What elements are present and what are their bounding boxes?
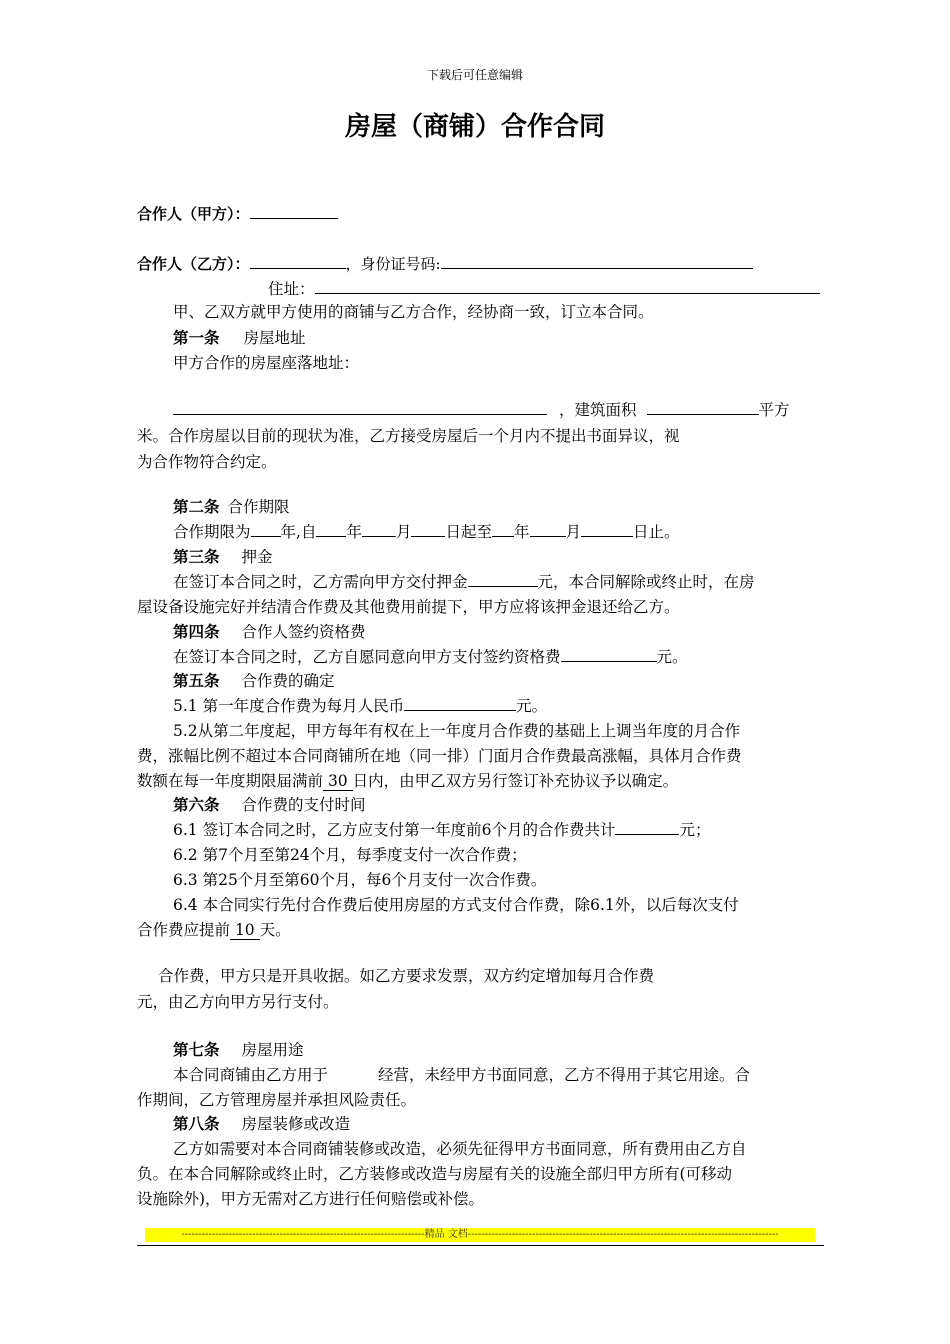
article-5-p3: 费，涨幅比例不超过本合同商铺所在地（同一排）门面月合作费最高涨幅，具体月合作费: [137, 747, 742, 765]
term-text-2: 年,自: [280, 523, 317, 541]
article-5-p4: [137, 769, 678, 791]
payment-text-1: 6.1 签订本合同之时，乙方应支付第一年度前6个月的合作费共计: [173, 821, 616, 839]
end-day-blank[interactable]: [581, 520, 633, 537]
party-b-id-label: ，身份证号码:: [345, 255, 441, 273]
renewal-text-1: 数额在每一年度期限届满前: [137, 772, 324, 790]
article-4-heading: [173, 620, 366, 642]
article-6-p2: 6.2 第7个月至第24个月，每季度支付一次合作费；: [173, 846, 527, 864]
party-b-address-line: [268, 277, 820, 299]
article-1-p1: 甲方合作的房屋座落地址：: [173, 354, 360, 372]
article-1-p3: 为合作物符合约定。: [137, 453, 277, 471]
article-6-heading: [173, 793, 366, 815]
article-7-p2: 作期间，乙方管理房屋并承担风险责任。: [137, 1091, 417, 1109]
article-4-p1: [173, 645, 688, 667]
article-3-p2: 屋设备设施完好并结清合作费及其他费用前提下，甲方应将该押金退还给乙方。: [137, 598, 680, 616]
renewal-text-2: 日内，由甲乙双方另行签订补充协议予以确定。: [352, 772, 679, 790]
header-note: 下载后可任意编辑: [426, 68, 523, 82]
party-b-address-blank[interactable]: [315, 277, 820, 294]
end-month-blank[interactable]: [530, 520, 566, 537]
article-2-name: 合作期限: [227, 498, 290, 516]
term-text-7: 月: [565, 523, 582, 541]
article-1-name: 房屋地址: [243, 329, 306, 347]
article-5-p2: 5.2从第二年度起，甲方每年有权在上一年度月合作费的基础上上调当年度的月合作: [173, 722, 741, 740]
article-3-heading: [173, 545, 273, 567]
renewal-days-value: 30: [323, 772, 353, 790]
article-2-number: 第二条: [173, 498, 220, 516]
invoice-p2: 元，由乙方向甲方另行支付。: [137, 993, 339, 1011]
area-blank[interactable]: [647, 398, 759, 415]
party-b-id-blank[interactable]: [441, 252, 753, 269]
article-7-number: 第七条: [173, 1041, 220, 1059]
article-6-number: 第六条: [173, 796, 220, 814]
party-b-name-blank[interactable]: [250, 252, 346, 269]
term-text-3: 年: [346, 523, 362, 541]
start-day-blank[interactable]: [411, 520, 445, 537]
invoice-p1: 合作费，甲方只是开具收据。如乙方要求发票，双方约定增加每月合作费: [158, 967, 655, 985]
term-years-blank[interactable]: [251, 520, 281, 537]
area-label: ，建筑面积: [559, 401, 637, 419]
article-8-p1: 乙方如需要对本合同商铺装修或改造，必须先征得甲方书面同意，所有费用由乙方自: [173, 1140, 747, 1158]
article-5-p1: [173, 694, 547, 716]
article-1-number: 第一条: [173, 329, 220, 347]
rent-text-1: 5.1 第一年度合作费为每月人民币: [173, 697, 405, 715]
usage-text-1: 本合同商铺由乙方用于: [173, 1066, 329, 1084]
start-year-blank[interactable]: [316, 520, 346, 537]
article-3-p1: [173, 570, 755, 592]
term-text-8: 日止。: [633, 523, 680, 541]
deposit-text-2: 元，本合同解除或终止时，在房: [537, 573, 755, 591]
address-blank[interactable]: [173, 398, 547, 415]
article-1-heading: [173, 326, 306, 348]
article-4-number: 第四条: [173, 623, 220, 641]
article-6-p4: 6.4 本合同实行先付合作费后使用房屋的方式支付合作费，除6.1外，以后每次支付: [173, 896, 739, 914]
footer-dashes-left: ------------------------------------------------------------------------: [181, 1229, 425, 1240]
article-7-heading: [173, 1038, 304, 1060]
party-b-address-label: 住址：: [268, 280, 315, 298]
monthly-fee-blank[interactable]: [404, 694, 516, 711]
signing-fee-blank[interactable]: [561, 645, 657, 662]
term-text-6: 年: [514, 523, 530, 541]
article-3-number: 第三条: [173, 548, 220, 566]
party-b-line: [137, 252, 753, 274]
start-month-blank[interactable]: [362, 520, 396, 537]
payment-text-2: 元；: [679, 821, 711, 839]
article-6-p5: [137, 918, 291, 940]
article-8-p3: 设施除外)，甲方无需对乙方进行任何赔偿或补偿。: [137, 1190, 485, 1208]
contract-title: 房屋（商铺）合作合同: [344, 112, 605, 142]
intro-paragraph: 甲、乙双方就甲方使用的商铺与乙方合作，经协商一致，订立本合同。: [173, 303, 654, 321]
fee-text-2: 元。: [656, 648, 688, 666]
party-a-line: [137, 202, 338, 224]
footer-dashes-right: --------------------------------------------------------------------------------------------: [467, 1229, 779, 1240]
article-6-name: 合作费的支付时间: [241, 796, 366, 814]
deposit-text-1: 在签订本合同之时，乙方需向甲方交付押金: [173, 573, 468, 591]
article-2-heading: [173, 495, 290, 517]
rent-text-2: 元。: [516, 697, 548, 715]
fee-text-1: 在签订本合同之时，乙方自愿同意向甲方支付签约资格费: [173, 648, 561, 666]
article-8-name: 房屋装修或改造: [241, 1115, 351, 1133]
term-text-4: 月: [395, 523, 412, 541]
article-7-name: 房屋用途: [241, 1041, 304, 1059]
term-text-1: 合作期限为: [173, 523, 251, 541]
party-a-name-blank[interactable]: [250, 202, 338, 219]
article-5-heading: [173, 669, 335, 691]
article-2-term-line: [173, 520, 680, 542]
first-payment-blank[interactable]: [615, 818, 679, 835]
end-year-blank[interactable]: [492, 520, 514, 537]
article-5-number: 第五条: [173, 672, 220, 690]
article-6-p1: [173, 818, 710, 840]
article-8-number: 第八条: [173, 1115, 220, 1133]
area-unit: 平方: [758, 401, 790, 419]
advance-text-2: 天。: [259, 921, 291, 939]
article-3-name: 押金: [241, 548, 273, 566]
article-1-area-line: [173, 398, 790, 420]
term-text-5: 日起至: [445, 523, 492, 541]
article-6-p3: 6.3 第25个月至第60个月，每6个月支付一次合作费。: [173, 871, 547, 889]
article-8-heading: [173, 1112, 350, 1134]
article-1-p2: 米。合作房屋以目前的现状为准，乙方接受房屋后一个月内不提出书面异议，视: [137, 427, 680, 445]
article-8-p2: 负。在本合同解除或终止时，乙方装修或改造与房屋有关的设施全部归甲方所有(可移动: [137, 1165, 733, 1183]
article-5-name: 合作费的确定: [241, 672, 335, 690]
article-4-name: 合作人签约资格费: [241, 623, 366, 641]
footer-highlight-bar: [145, 1228, 815, 1242]
advance-text-1: 合作费应提前: [137, 921, 231, 939]
footer-label: 精品 文档: [424, 1229, 468, 1240]
advance-days-value: 10: [230, 921, 260, 939]
party-a-label: 合作人（甲方）：: [137, 205, 250, 223]
article-7-p1: [173, 1063, 750, 1085]
usage-text-2: 经营，未经甲方书面同意，乙方不得用于其它用途。合: [378, 1066, 751, 1084]
party-b-label: 合作人（乙方）：: [137, 255, 250, 273]
footer-rule: [137, 1245, 824, 1246]
deposit-blank[interactable]: [468, 570, 538, 587]
